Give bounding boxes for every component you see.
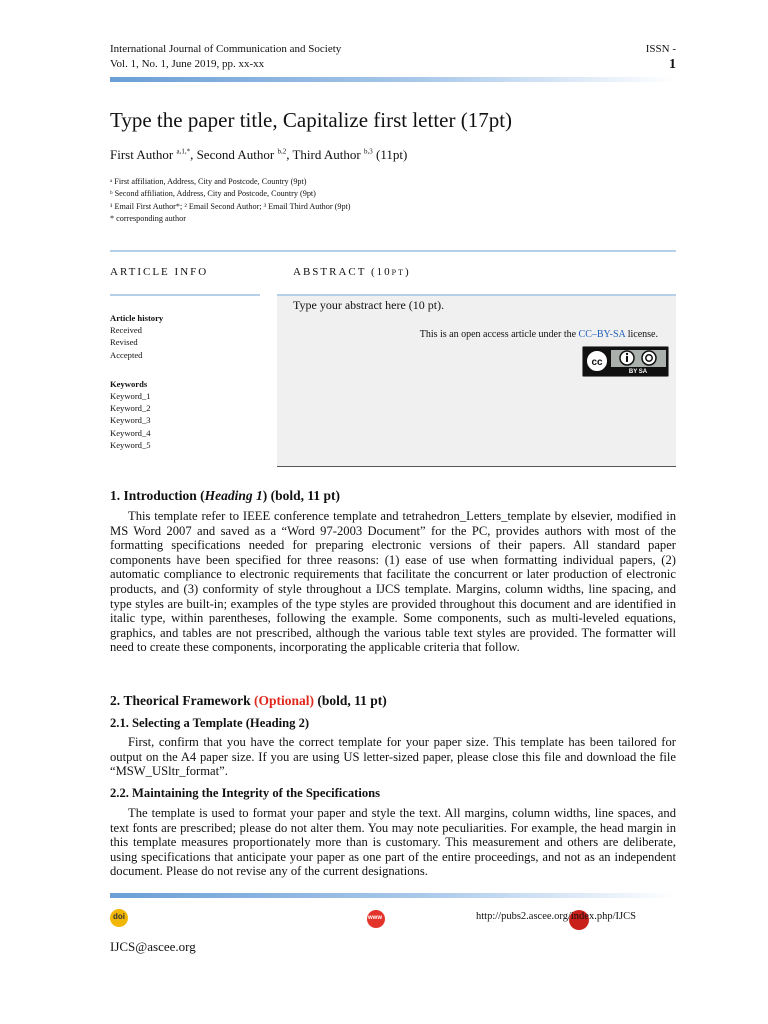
heading-maintaining-integrity xyxy=(110,786,380,801)
abstract-label-end: ) xyxy=(405,266,411,278)
abstract-box xyxy=(277,294,676,467)
heading-selecting-template xyxy=(110,716,309,731)
section-2-title: Theorical Framework xyxy=(123,693,254,708)
journal-header xyxy=(110,42,341,72)
issn: ISSN - xyxy=(645,43,676,55)
abstract-text: Type your abstract here (10 pt). xyxy=(293,298,445,312)
section-2-note: (bold, 11 pt) xyxy=(313,693,387,708)
author-emails: ¹ Email First Author*; ² Email Second Author; ³ Email Third Author (9pt) xyxy=(110,201,351,211)
author-size-note: (11pt) xyxy=(372,147,408,162)
heading-introduction xyxy=(110,488,340,504)
section-2-1-title: Selecting a Template (Heading 2) xyxy=(132,716,310,730)
section-2-2-title: Maintaining the Integrity of the Specifications xyxy=(132,786,381,800)
history-received: Received xyxy=(110,325,142,336)
keyword-1: Keyword_1 xyxy=(110,391,151,402)
footer-rule xyxy=(110,893,676,898)
abstract-label xyxy=(293,266,411,278)
oa-prefix: This is an open access article under the xyxy=(419,329,579,340)
doi-icon-label: doi xyxy=(113,912,125,921)
section-1-note: ) (bold, 11 pt) xyxy=(262,488,341,503)
cc-badge-text: BY SA xyxy=(628,369,648,375)
author-1-sup: a,1,* xyxy=(176,147,191,156)
open-access-note xyxy=(420,329,658,340)
header-rule xyxy=(110,77,676,82)
abstract-label-unit: PT xyxy=(391,268,406,277)
info-top-rule xyxy=(110,250,676,252)
article-info-rule xyxy=(110,294,260,296)
maintaining-integrity-paragraph: The template is used to format your paper and style the text. All margins, column widths, line spaces, and text fonts are prescribed; please do not alter them. You may note peculiarities. For example, the head margin in this template measures proportionately more than is customary. This measurement and others are deliberate, using specifications that anticipate your paper as one part of the entire proceedings, and not as an independent document. Please do not revise any of the current designations. xyxy=(110,806,676,879)
cc-by-sa-badge-icon[interactable] xyxy=(582,346,669,377)
keyword-2: Keyword_2 xyxy=(110,403,151,414)
heading-theorical-framework xyxy=(110,693,387,709)
journal-volume: Vol. 1, No. 1, June 2019, pp. xx-xx xyxy=(110,58,265,70)
keywords-heading: Keywords xyxy=(110,378,148,389)
author-2-sup: b,2 xyxy=(277,147,287,156)
selecting-template-body xyxy=(110,735,676,779)
introduction-paragraph: This template refer to IEEE conference template and tetrahedron_Letters_template by elsevier, modified in MS Word 2007 and saved as a “Word 97-2003 Document” for the PC, provides authors with most of the formatting specifications needed for preparing electronic versions of their papers. All standard paper components have been specified for three reasons: (1) ease of use when formatting individual papers, (2) automatic compliance to electronic requirements that facilitate the concurrent or later production of electronic products, and (3) conformity of style throughout a IJCS template. Margins, column widths, line spacing, and type styles are built-in; examples of the type styles are provided throughout this document and are identified in italic type, within parentheses, following the example. Some components, such as multi-leveled equations, graphics, and tables are not prescribed, although the various table text styles are provided. The formatter will need to create these components, incorporating the applicable criteria that follow. xyxy=(110,509,676,655)
section-2-1-number: 2.1. xyxy=(110,716,129,730)
selecting-template-paragraph: First, confirm that you have the correct template for your paper size. This template has been tailored for output on the A4 paper size. If you are using US letter-sized paper, please close this file and download the file “MSW_USltr_format”. xyxy=(110,735,676,779)
page-number: 1 xyxy=(669,57,676,72)
oa-suffix: license. xyxy=(625,329,658,340)
keyword-3: Keyword_3 xyxy=(110,415,151,426)
affiliations xyxy=(110,176,351,225)
affiliation-a: ᵃ First affiliation, Address, City and Postcode, Country (9pt) xyxy=(110,177,307,186)
abstract-label-main: ABSTRACT (10 xyxy=(293,266,392,278)
author-3: , Third Author xyxy=(286,147,364,162)
journal-url[interactable]: http://pubs2.ascee.org/index.php/IJCS xyxy=(476,911,636,922)
history-revised: Revised xyxy=(110,337,138,348)
corresponding-note: * corresponding author xyxy=(110,213,186,223)
section-2-2-number: 2.2. xyxy=(110,786,129,800)
keyword-5: Keyword_5 xyxy=(110,439,151,450)
author-1: First Author xyxy=(110,147,177,162)
section-2-optional: (Optional) xyxy=(253,693,314,708)
history-accepted: Accepted xyxy=(110,349,143,360)
doi-icon[interactable] xyxy=(110,909,128,927)
section-1-number: 1. xyxy=(110,488,121,503)
author-3-sup: b,3 xyxy=(363,147,373,156)
paper-title: Type the paper title, Capitalize first letter (17pt) xyxy=(110,108,513,132)
article-info-panel xyxy=(110,312,163,451)
article-info-label: ARTICLE INFO xyxy=(110,266,209,278)
www-icon-label: www xyxy=(368,915,383,921)
section-2-number: 2. xyxy=(110,693,121,708)
author-list xyxy=(110,147,407,163)
section-1-title: Introduction ( xyxy=(123,488,205,503)
svg-text:cc: cc xyxy=(591,357,603,368)
maintaining-integrity-body xyxy=(110,806,676,879)
license-link[interactable]: CC–BY-SA xyxy=(578,329,626,340)
www-icon[interactable] xyxy=(367,910,385,928)
section-1-italic: Heading 1 xyxy=(204,488,263,503)
introduction-body xyxy=(110,509,676,655)
affiliation-b: ᵇ Second affiliation, Address, City and Postcode, Country (9pt) xyxy=(110,189,316,199)
author-2: , Second Author xyxy=(190,147,278,162)
header-right xyxy=(646,42,676,72)
journal-name: International Journal of Communication and Society xyxy=(110,43,342,55)
keyword-4: Keyword_4 xyxy=(110,427,151,438)
journal-email[interactable]: IJCS@ascee.org xyxy=(110,939,196,954)
history-heading: Article history xyxy=(110,313,164,323)
